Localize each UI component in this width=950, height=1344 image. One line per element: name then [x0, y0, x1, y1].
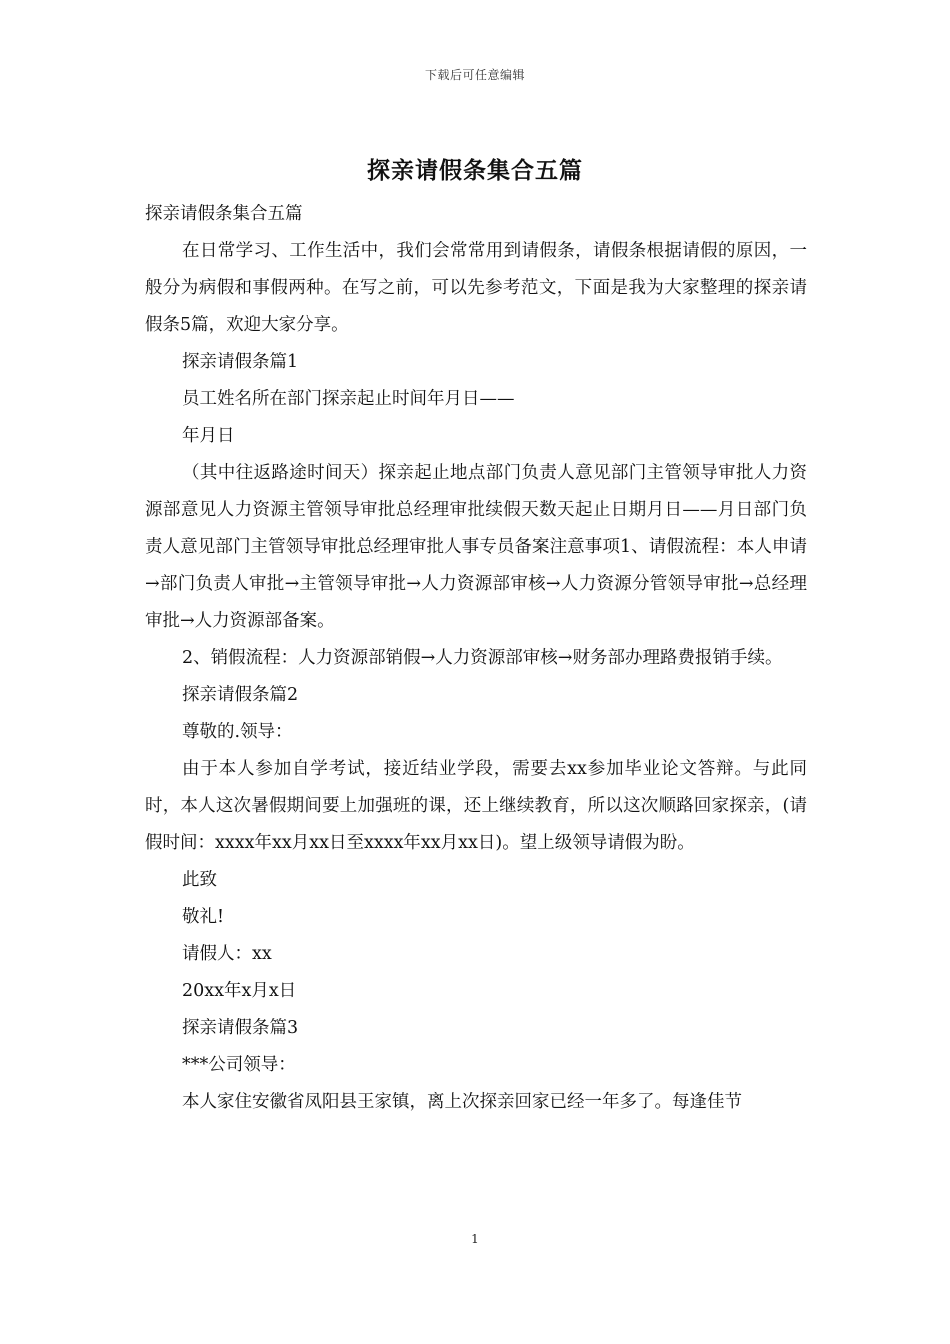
page-number: 1	[471, 1232, 479, 1246]
salutation: ***公司领导：	[182, 1055, 296, 1075]
paragraph: 员工姓名所在部门探亲起止时间年月日——	[182, 389, 515, 409]
section-heading-3: 探亲请假条篇3	[182, 1018, 299, 1038]
document-title: 探亲请假条集合五篇	[367, 157, 583, 184]
paragraph: 2、销假流程：人力资源部销假→人力资源部审核→财务部办理路费报销手续。	[182, 648, 783, 668]
paragraph: 年月日	[182, 426, 235, 446]
paragraph: 由于本人参加自学考试，接近结业学段，需要去xx参加毕业论文答辩。与此同时，本人这次暑假期间要上加强班的课，还上继续教育，所以这次顺路回家探亲，(请假时间：xxxx年xx月xx日至xxxx年xx月xx日)。望上级领导请假为盼。	[145, 759, 807, 853]
document-body	[145, 196, 807, 1121]
section-heading-1: 探亲请假条篇1	[182, 352, 299, 372]
signature-line: 请假人：xx	[182, 944, 272, 964]
closing-line: 此致	[182, 870, 217, 890]
date-line: 20xx年x月x日	[182, 981, 297, 1001]
paragraph-intro: 在日常学习、工作生活中，我们会常常用到请假条，请假条根据请假的原因，一般分为病假和事假两种。在写之前，可以先参考范文，下面是我为大家整理的探亲请假条5篇，欢迎大家分享。	[145, 241, 807, 335]
closing-line: 敬礼!	[182, 907, 225, 927]
section-heading-2: 探亲请假条篇2	[182, 685, 299, 705]
header-note: 下载后可任意编辑	[424, 68, 525, 82]
paragraph-subtitle: 探亲请假条集合五篇	[145, 204, 303, 224]
paragraph: 本人家住安徽省凤阳县王家镇，离上次探亲回家已经一年多了。每逢佳节	[182, 1092, 742, 1112]
salutation: 尊敬的.领导：	[182, 722, 293, 742]
paragraph: （其中往返路途时间天）探亲起止地点部门负责人意见部门主管领导审批人力资源部意见人力资源主管领导审批总经理审批续假天数天起止日期月日——月日部门负责人意见部门主管领导审批总经理审批人事专员备案注意事项1、请假流程：本人申请→部门负责人审批→主管领导审批→人力资源部审核→人力资源分管领导审批→总经理审批→人力资源部备案。	[145, 463, 807, 631]
